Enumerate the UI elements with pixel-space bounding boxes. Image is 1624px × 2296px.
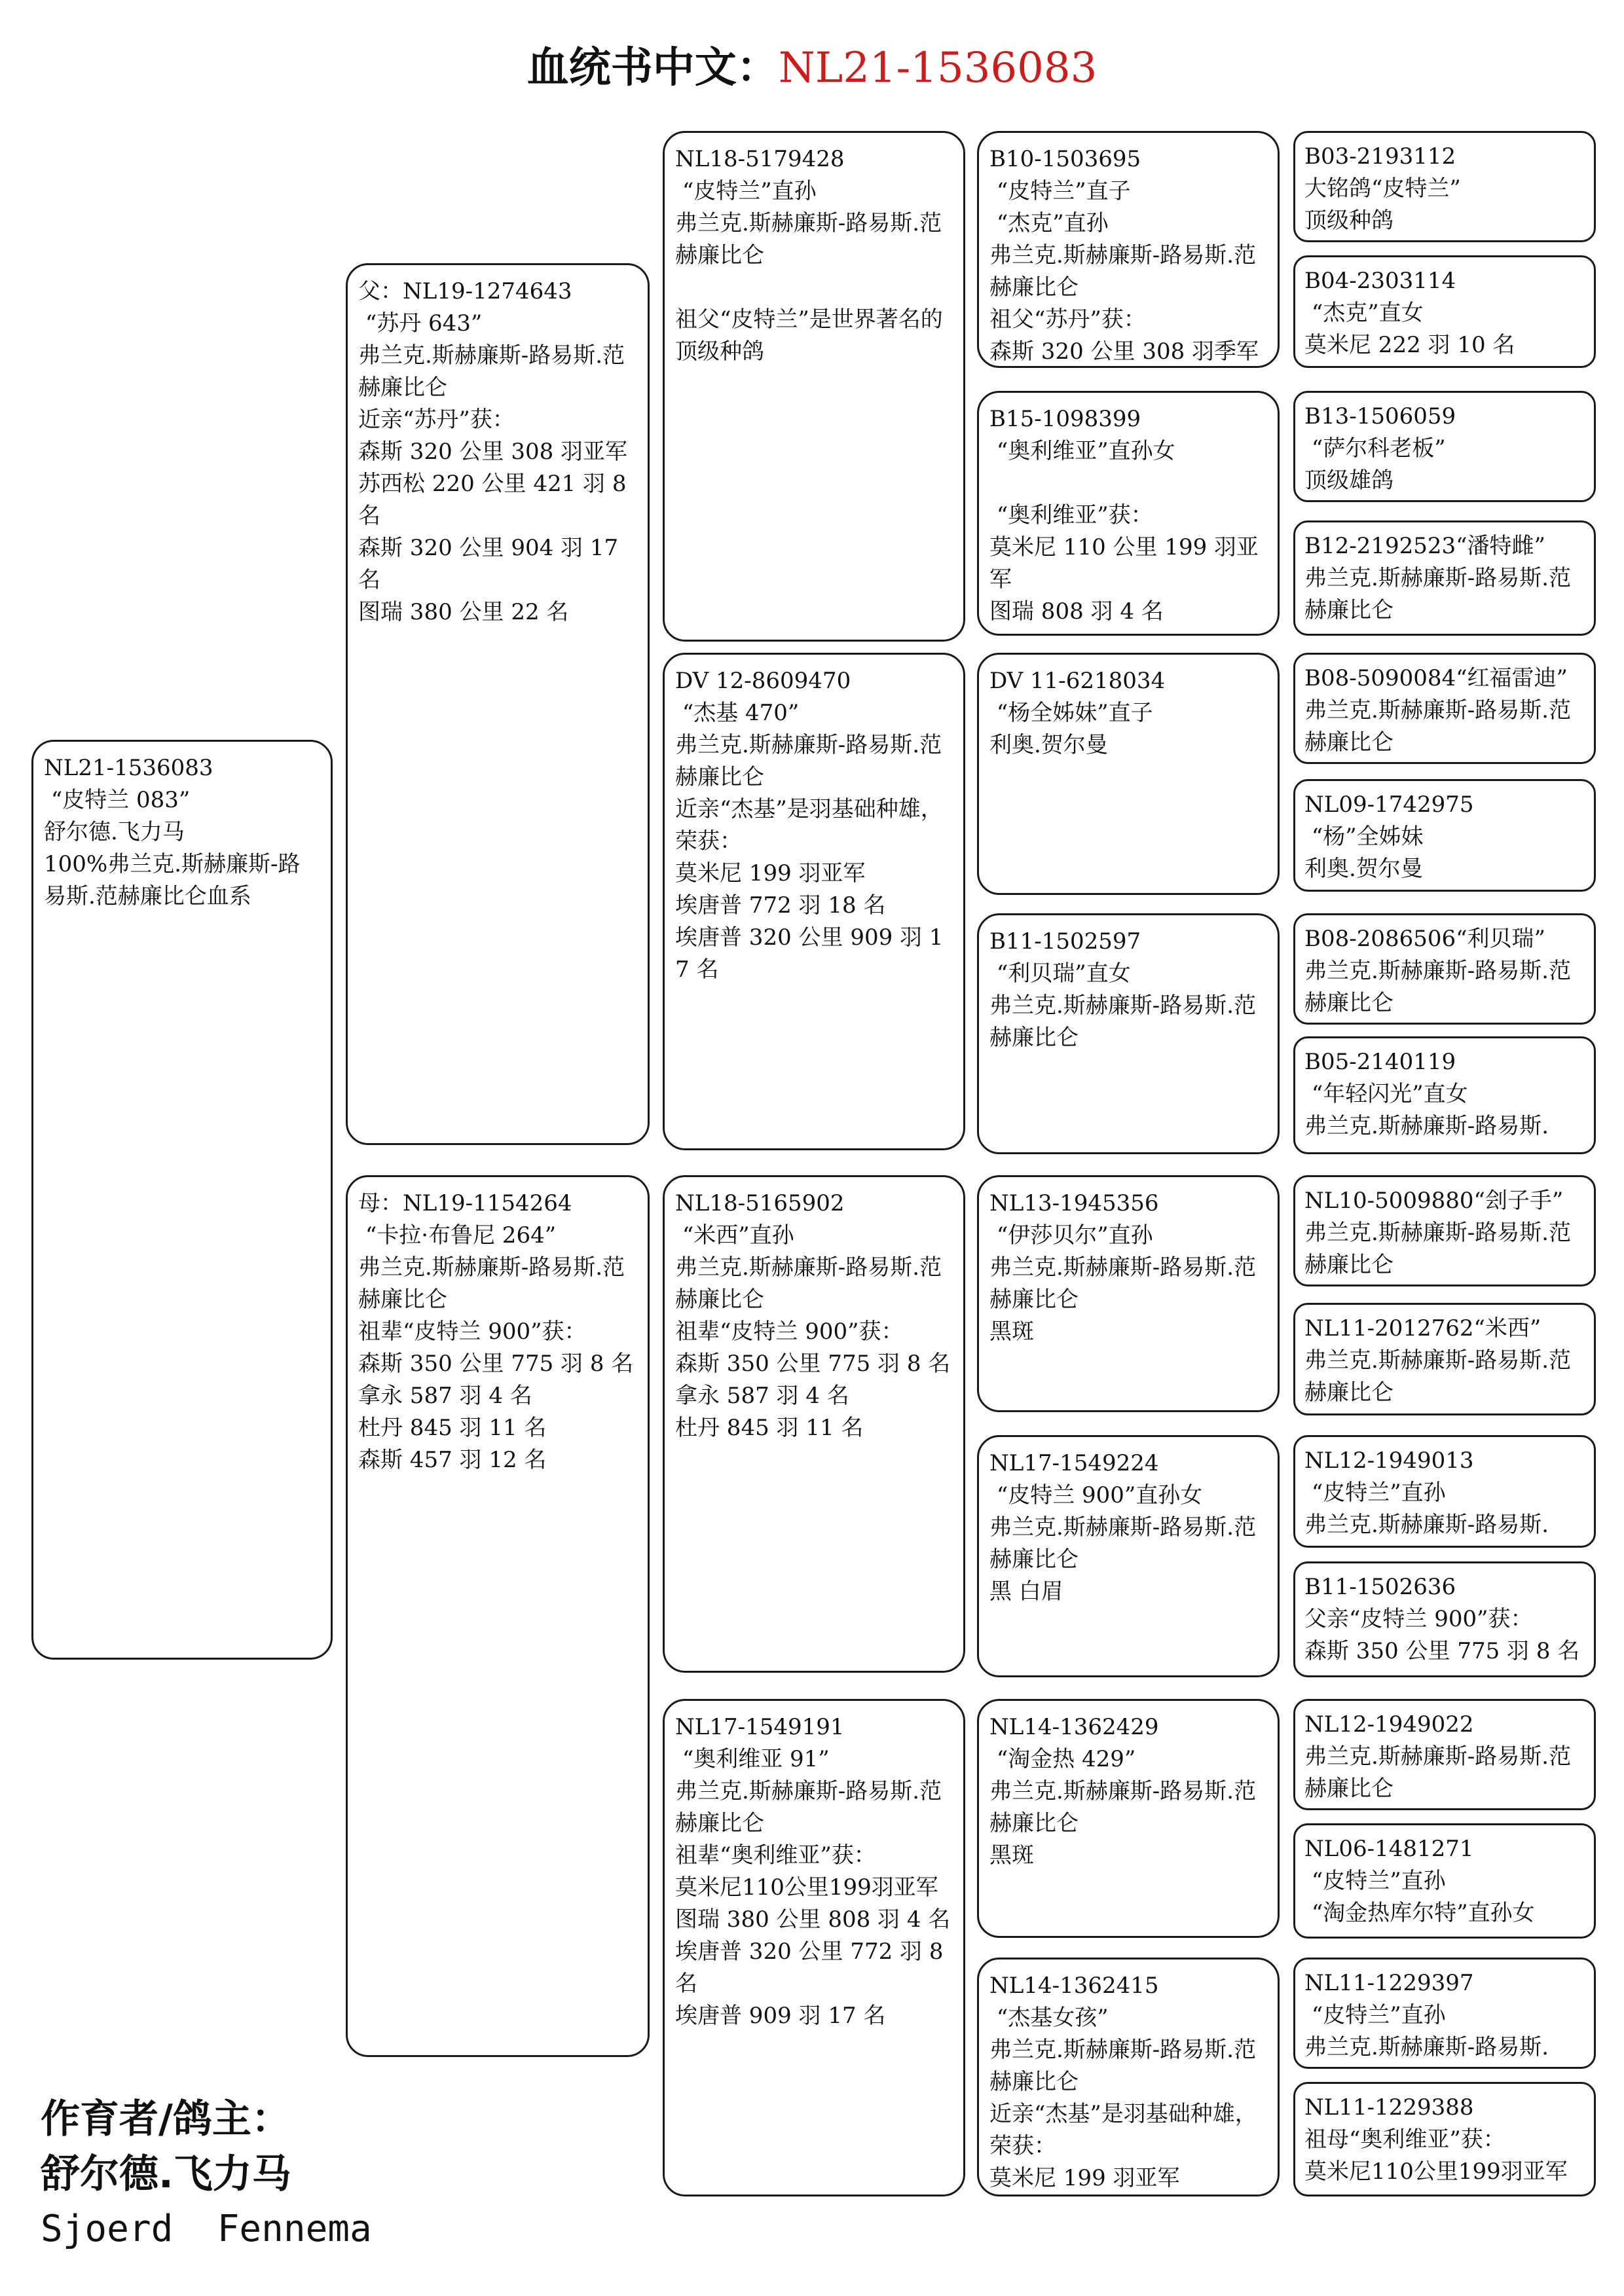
pedigree-line: 森斯 457 羽 12 名: [358, 1447, 547, 1473]
pedigree-line: “杰克”直孙: [989, 210, 1109, 236]
pedigree-line: 森斯 320 公里 904 羽 17 名: [358, 535, 625, 593]
ggg-parent-card-14: [1293, 1823, 1596, 1939]
ring-number: B15-1098399: [989, 406, 1141, 432]
ring-number: DV 12-8609470: [675, 668, 851, 694]
pedigree-line: 弗兰克.斯赫廉斯-路易斯.范赫廉比仑: [989, 1778, 1257, 1836]
ring-number: B10-1503695: [989, 146, 1141, 172]
pedigree-line: [989, 467, 1268, 500]
pedigree-line: 杜丹 845 羽 11 名: [675, 1415, 864, 1441]
ring-number: B05-2140119: [1304, 1049, 1456, 1075]
ring-number: B08-5090084“红福雷迪”: [1304, 665, 1568, 691]
pedigree-line: 莫米尼110公里199羽亚军: [1304, 2159, 1568, 2185]
pedigree-line: “淘金热 429”: [989, 1746, 1136, 1772]
pedigree-line: 祖辈“皮特兰 900”获：: [358, 1319, 587, 1345]
page-title: [0, 34, 1624, 94]
pedigree-line: 弗兰克.斯赫廉斯-路易斯.范赫廉比仑: [675, 1254, 942, 1313]
ring-number: NL11-2012762“米西”: [1304, 1315, 1541, 1341]
ring-number: B03-2193112: [1304, 143, 1456, 170]
pedigree-line: 弗兰克.斯赫廉斯-路易斯.范赫廉比仑: [1304, 1347, 1572, 1406]
pedigree-line: 森斯 320 公里 308 羽亚军: [358, 439, 628, 465]
ring-number: NL09-1742975: [1304, 792, 1474, 818]
grandparent-card-1: [663, 131, 965, 642]
pedigree-line: 近亲“杰基”是羽基础种雄，荣获：: [675, 796, 943, 854]
ring-number: NL17-1549224: [989, 1450, 1159, 1476]
pedigree-line: “淘金热库尔特”直孙女: [1304, 1900, 1535, 1926]
ring-number: NL21-1536083: [44, 755, 213, 781]
pedigree-line: 弗兰克.斯赫廉斯-路易斯.范赫廉比仑: [989, 2037, 1257, 2095]
pedigree-line: 埃唐普 320 公里 909 羽 17 名: [675, 924, 944, 983]
pedigree-line: 森斯 350 公里 775 羽 8 名: [675, 1351, 951, 1377]
pedigree-line: 弗兰克.斯赫廉斯-路易斯.范赫廉比仑: [989, 1254, 1257, 1313]
ggg-parent-card-15: [1293, 1958, 1596, 2069]
pedigree-line: 祖辈“奥利维亚”获：: [675, 1842, 876, 1868]
pedigree-line: “杨”全姊妹: [1304, 824, 1424, 850]
breeder-name-en: Sjoerd Fennema: [41, 2208, 372, 2250]
pedigree-line: “奥利维亚”直孙女: [989, 438, 1175, 464]
ring-number: B11-1502597: [989, 928, 1141, 955]
pedigree-line: 杜丹 845 羽 11 名: [358, 1415, 547, 1441]
subject-card: [31, 740, 333, 1660]
pedigree-line: 埃唐普 909 羽 17 名: [675, 2003, 886, 2029]
pedigree-line: 舒尔德.飞力马: [44, 819, 185, 845]
pedigree-line: [675, 272, 954, 304]
ggg-parent-card-12: [1293, 1561, 1596, 1677]
pedigree-line: “皮特兰 083”: [44, 787, 191, 813]
ring-number: NL14-1362429: [989, 1714, 1159, 1740]
pedigree-line: 顶级种鸽: [1304, 208, 1393, 234]
ring-number: NL17-1549191: [675, 1714, 845, 1740]
pedigree-line: 弗兰克.斯赫廉斯-路易斯.: [1304, 2034, 1549, 2060]
ggg-parent-card-16: [1293, 2082, 1596, 2196]
pedigree-line: 黑 白眉: [989, 1578, 1063, 1605]
ring-number: NL18-5179428: [675, 146, 845, 172]
pedigree-line: 父亲“皮特兰 900”获：: [1304, 1606, 1533, 1632]
great-grandparent-card-5: [977, 1175, 1280, 1412]
pedigree-line: 弗兰克.斯赫廉斯-路易斯.范赫廉比仑: [1304, 1220, 1572, 1278]
ring-number: NL10-5009880“刽子手”: [1304, 1188, 1564, 1214]
pedigree-line: 图瑞 380 公里 22 名: [358, 599, 569, 625]
breeder-block: [41, 2092, 372, 2257]
ggg-parent-card-3: [1293, 391, 1596, 502]
pedigree-line: 莫米尼 222 羽 10 名: [1304, 332, 1515, 358]
ggg-parent-card-4: [1293, 520, 1596, 636]
pedigree-line: “杨全姊妹”直子: [989, 700, 1153, 726]
pedigree-line: “皮特兰”直孙: [1304, 2002, 1446, 2028]
pedigree-line: 图瑞 808 羽 4 名: [989, 598, 1164, 625]
ring-number: B11-1502636: [1304, 1574, 1456, 1600]
sire-card: [346, 263, 650, 1145]
pedigree-line: 埃唐普 772 羽 18 名: [675, 892, 886, 919]
pedigree-line: 弗兰克.斯赫廉斯-路易斯.范赫廉比仑: [1304, 565, 1572, 623]
pedigree-line: “杰克”直女: [1304, 300, 1424, 326]
ring-number: B12-2192523“潘特雌”: [1304, 533, 1545, 559]
pedigree-line: “皮特兰”直孙: [1304, 1480, 1446, 1506]
pedigree-line: 森斯 350 公里 775 羽 8 名: [1304, 1638, 1580, 1664]
breeder-label: 作育者/鸽主：: [41, 2096, 291, 2142]
grandparent-card-4: [663, 1699, 965, 2196]
pedigree-line: 弗兰克.斯赫廉斯-路易斯.范赫廉比仑: [989, 1514, 1257, 1573]
pedigree-line: “皮特兰 900”直孙女: [989, 1482, 1203, 1508]
pedigree-line: 图瑞 380 公里 808 羽 4 名: [675, 1906, 951, 1933]
pedigree-line: 莫米尼 199 羽亚军: [989, 2165, 1180, 2191]
dam-card: [346, 1175, 650, 2057]
ggg-parent-card-2: [1293, 255, 1596, 368]
grandparent-card-2: [663, 653, 965, 1150]
pedigree-line: “米西”直孙: [675, 1222, 794, 1248]
ring-number: NL11-1229388: [1304, 2094, 1474, 2121]
pedigree-line: 黑斑: [989, 1319, 1034, 1345]
ring-number: 母：NL19-1154264: [358, 1190, 572, 1216]
pedigree-line: 埃唐普 320 公里 772 羽 8 名: [675, 1939, 951, 1997]
ggg-parent-card-9: [1293, 1175, 1596, 1286]
great-grandparent-card-8: [977, 1958, 1280, 2196]
ring-number: B13-1506059: [1304, 403, 1456, 429]
pedigree-line: 莫米尼 110 公里 199 羽亚军: [989, 534, 1259, 592]
pedigree-line: 弗兰克.斯赫廉斯-路易斯.范赫廉比仑: [675, 1778, 942, 1836]
pedigree-line: 利奥.贺尔曼: [989, 732, 1108, 758]
pedigree-line: “年轻闪光”直女: [1304, 1081, 1468, 1107]
ring-number: 父：NL19-1274643: [358, 278, 572, 304]
pedigree-line: 弗兰克.斯赫廉斯-路易斯.范赫廉比仑: [1304, 697, 1572, 756]
pedigree-line: 弗兰克.斯赫廉斯-路易斯.范赫廉比仑: [989, 242, 1257, 301]
pedigree-line: 弗兰克.斯赫廉斯-路易斯.: [1304, 1113, 1549, 1139]
pedigree-line: 祖辈“皮特兰 900”获：: [675, 1319, 904, 1345]
great-grandparent-card-2: [977, 391, 1280, 636]
pedigree-line: 苏西松 220 公里 421 羽 8 名: [358, 471, 634, 529]
pedigree-line: 弗兰克.斯赫廉斯-路易斯.范赫廉比仑: [358, 342, 625, 401]
pedigree-line: 弗兰克.斯赫廉斯-路易斯.范赫廉比仑: [675, 210, 942, 268]
great-grandparent-card-4: [977, 913, 1280, 1154]
ring-number: NL12-1949013: [1304, 1448, 1474, 1474]
ring-number: DV 11-6218034: [989, 668, 1166, 694]
ring-number: NL06-1481271: [1304, 1836, 1474, 1862]
ggg-parent-card-5: [1293, 653, 1596, 764]
pedigree-line: “苏丹 643”: [358, 310, 483, 337]
ring-number: B08-2086506“利贝瑞”: [1304, 926, 1545, 952]
ring-number: NL11-1229397: [1304, 1970, 1474, 1996]
ggg-parent-card-11: [1293, 1435, 1596, 1548]
pedigree-line: 祖父“皮特兰”是世界著名的顶级种鸽: [675, 306, 943, 365]
pedigree-line: 100%弗兰克.斯赫廉斯-路易斯.范赫廉比仑血系: [44, 851, 301, 909]
pedigree-line: 森斯 320 公里 308 羽季军: [989, 338, 1259, 365]
pedigree-line: 祖母“奥利维亚”获：: [1304, 2126, 1505, 2153]
pedigree-line: 弗兰克.斯赫廉斯-路易斯.范赫廉比仑: [1304, 1743, 1572, 1802]
pedigree-line: “奥利维亚”获：: [989, 502, 1153, 528]
pedigree-line: 弗兰克.斯赫廉斯-路易斯.范赫廉比仑: [1304, 958, 1572, 1016]
grandparent-card-3: [663, 1175, 965, 1673]
great-grandparent-card-1: [977, 131, 1280, 368]
pedigree-line: 顶级雄鸽: [1304, 467, 1393, 494]
pedigree-line: 弗兰克.斯赫廉斯-路易斯.范赫廉比仑: [675, 732, 942, 790]
pedigree-line: 拿永 587 羽 4 名: [358, 1383, 532, 1409]
great-grandparent-card-7: [977, 1699, 1280, 1938]
ggg-parent-card-10: [1293, 1303, 1596, 1415]
ggg-parent-card-8: [1293, 1036, 1596, 1154]
pedigree-line: 弗兰克.斯赫廉斯-路易斯.范赫廉比仑: [358, 1254, 625, 1313]
ring-number: B04-2303114: [1304, 268, 1456, 294]
ggg-parent-card-13: [1293, 1699, 1596, 1810]
ring-number: NL14-1362415: [989, 1973, 1159, 1999]
pedigree-line: 拿永 587 羽 4 名: [675, 1383, 849, 1409]
pedigree-line: “皮特兰”直孙: [1304, 1868, 1446, 1894]
pedigree-line: “奥利维亚 91”: [675, 1746, 830, 1772]
pedigree-line: 莫米尼 199 羽亚军: [675, 860, 866, 886]
pedigree-line: 祖父“苏丹”获：: [989, 306, 1146, 333]
ggg-parent-card-6: [1293, 779, 1596, 892]
pedigree-line: 近亲“苏丹”获：: [358, 407, 515, 433]
pedigree-line: “卡拉·布鲁尼 264”: [358, 1222, 557, 1248]
breeder-name-cn: 舒尔德.飞力马: [41, 2151, 291, 2197]
ring-number: NL18-5165902: [675, 1190, 845, 1216]
title-ring-number: NL21-1536083: [778, 44, 1098, 92]
ggg-parent-card-7: [1293, 913, 1596, 1025]
pedigree-line: “萨尔科老板”: [1304, 435, 1446, 462]
pedigree-line: 利奥.贺尔曼: [1304, 856, 1423, 882]
ring-number: NL13-1945356: [989, 1190, 1159, 1216]
pedigree-line: 大铭鸽“皮特兰”: [1304, 175, 1461, 202]
pedigree-line: “杰基女孩”: [989, 2005, 1109, 2031]
great-grandparent-card-3: [977, 653, 1280, 895]
ggg-parent-card-1: [1293, 131, 1596, 242]
pedigree-line: 森斯 350 公里 775 羽 8 名: [358, 1351, 634, 1377]
pedigree-line: 近亲“杰基”是羽基础种雄，荣获：: [989, 2101, 1257, 2159]
pedigree-line: “皮特兰”直子: [989, 178, 1131, 204]
pedigree-line: “杰基 470”: [675, 700, 800, 726]
pedigree-line: “皮特兰”直孙: [675, 178, 817, 204]
pedigree-line: 莫米尼110公里199羽亚军: [675, 1874, 938, 1901]
pedigree-line: 黑斑: [989, 1842, 1034, 1868]
pedigree-line: “利贝瑞”直女: [989, 960, 1131, 987]
great-grandparent-card-6: [977, 1435, 1280, 1677]
pedigree-line: “伊莎贝尔”直孙: [989, 1222, 1153, 1248]
ring-number: NL12-1949022: [1304, 1711, 1474, 1738]
pedigree-line: 弗兰克.斯赫廉斯-路易斯.范赫廉比仑: [989, 993, 1257, 1051]
title-prefix: 血统书中文：: [526, 44, 779, 92]
pedigree-line: 弗兰克.斯赫廉斯-路易斯.: [1304, 1512, 1549, 1538]
